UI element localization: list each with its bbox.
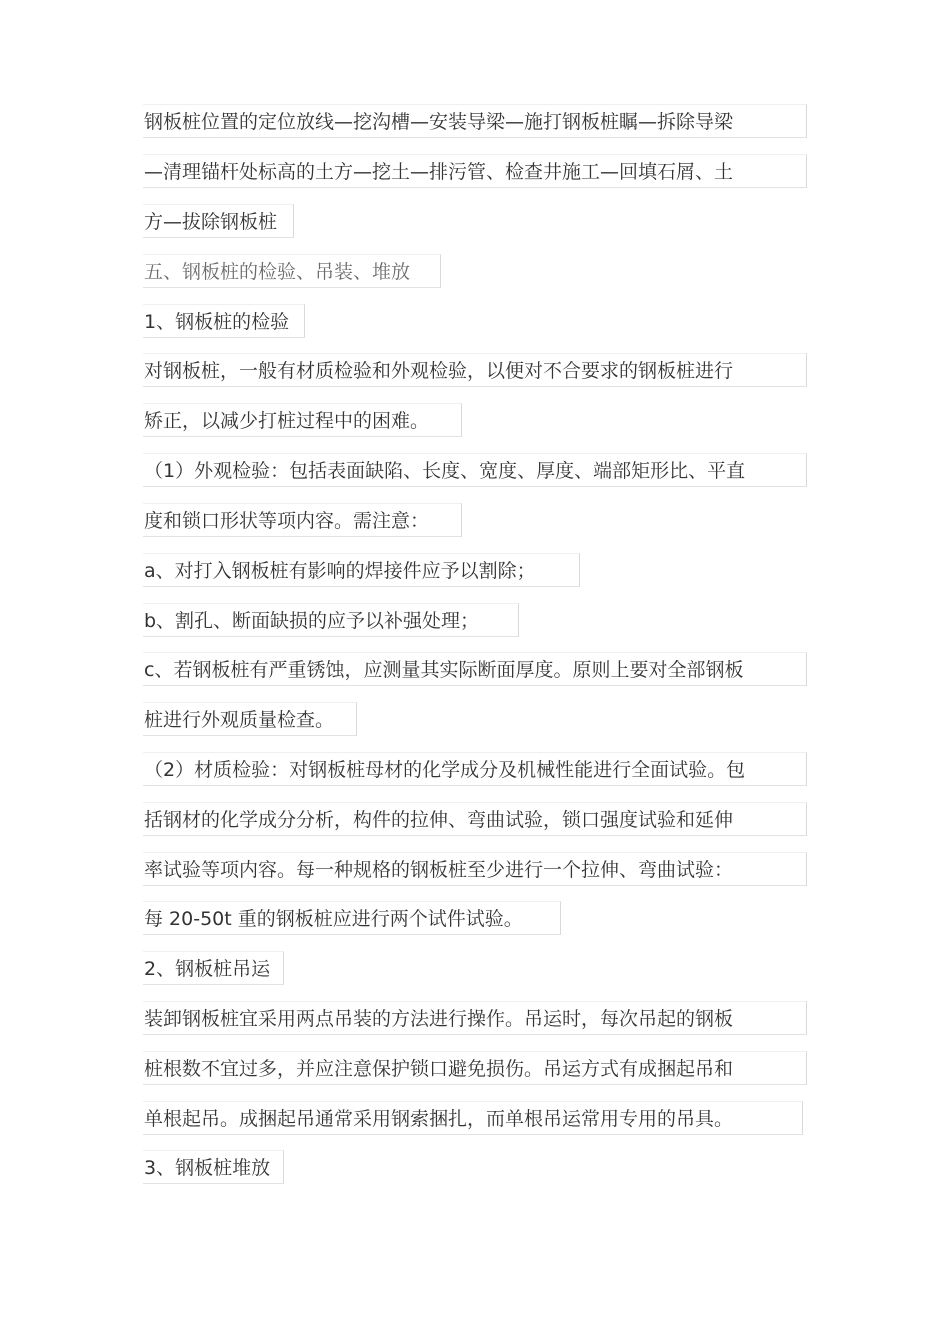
text-line-6: 对钢板桩，一般有材质检验和外观检验，以便对不合要求的钢板桩进行 (143, 353, 807, 387)
text-line-3: 方—拔除钢板桩 (143, 204, 294, 238)
text-line-20: 桩根数不宜过多，并应注意保护锁口避免损伤。吊运方式有成捆起吊和 (143, 1051, 807, 1085)
subsection-heading-inspection: 1、钢板桩的检验 (143, 304, 305, 338)
text-line-1: 钢板桩位置的定位放线—挖沟槽—安装导梁—施打钢板桩瞩—拆除导梁 (143, 104, 807, 138)
text-line-8: （1）外观检验：包括表面缺陷、长度、宽度、厚度、端部矩形比、平直 (143, 453, 807, 487)
list-item-a: a、对打入钢板桩有影响的焊接件应予以割除； (143, 553, 580, 587)
text-line-15: 括钢材的化学成分分析，构件的拉伸、弯曲试验，锁口强度试验和延伸 (143, 802, 807, 836)
text-line-14: （2）材质检验：对钢板桩母材的化学成分及机械性能进行全面试验。包 (143, 752, 807, 786)
text-line-13: 桩进行外观质量检查。 (143, 702, 357, 736)
text-line-7: 矫正，以减少打桩过程中的困难。 (143, 403, 462, 437)
subsection-heading-hoisting: 2、钢板桩吊运 (143, 951, 284, 985)
list-item-b: b、割孔、断面缺损的应予以补强处理； (143, 603, 519, 637)
text-line-21: 单根起吊。成捆起吊通常采用钢索捆扎，而单根吊运常用专用的吊具。 (143, 1101, 803, 1135)
text-line-17: 每 20-50t 重的钢板桩应进行两个试件试验。 (143, 901, 561, 935)
text-line-9: 度和锁口形状等项内容。需注意： (143, 503, 462, 537)
subsection-heading-stacking: 3、钢板桩堆放 (143, 1150, 284, 1184)
section-heading: 五、钢板桩的检验、吊装、堆放 (143, 254, 441, 288)
list-item-c: c、若钢板桩有严重锈蚀，应测量其实际断面厚度。原则上要对全部钢板 (143, 652, 807, 686)
text-line-2: —清理锚杆处标高的土方—挖土—排污管、检查井施工—回填石屑、土 (143, 154, 807, 188)
text-line-19: 装卸钢板桩宜采用两点吊装的方法进行操作。吊运时，每次吊起的钢板 (143, 1001, 807, 1035)
text-line-16: 率试验等项内容。每一种规格的钢板桩至少进行一个拉伸、弯曲试验： (143, 852, 807, 886)
